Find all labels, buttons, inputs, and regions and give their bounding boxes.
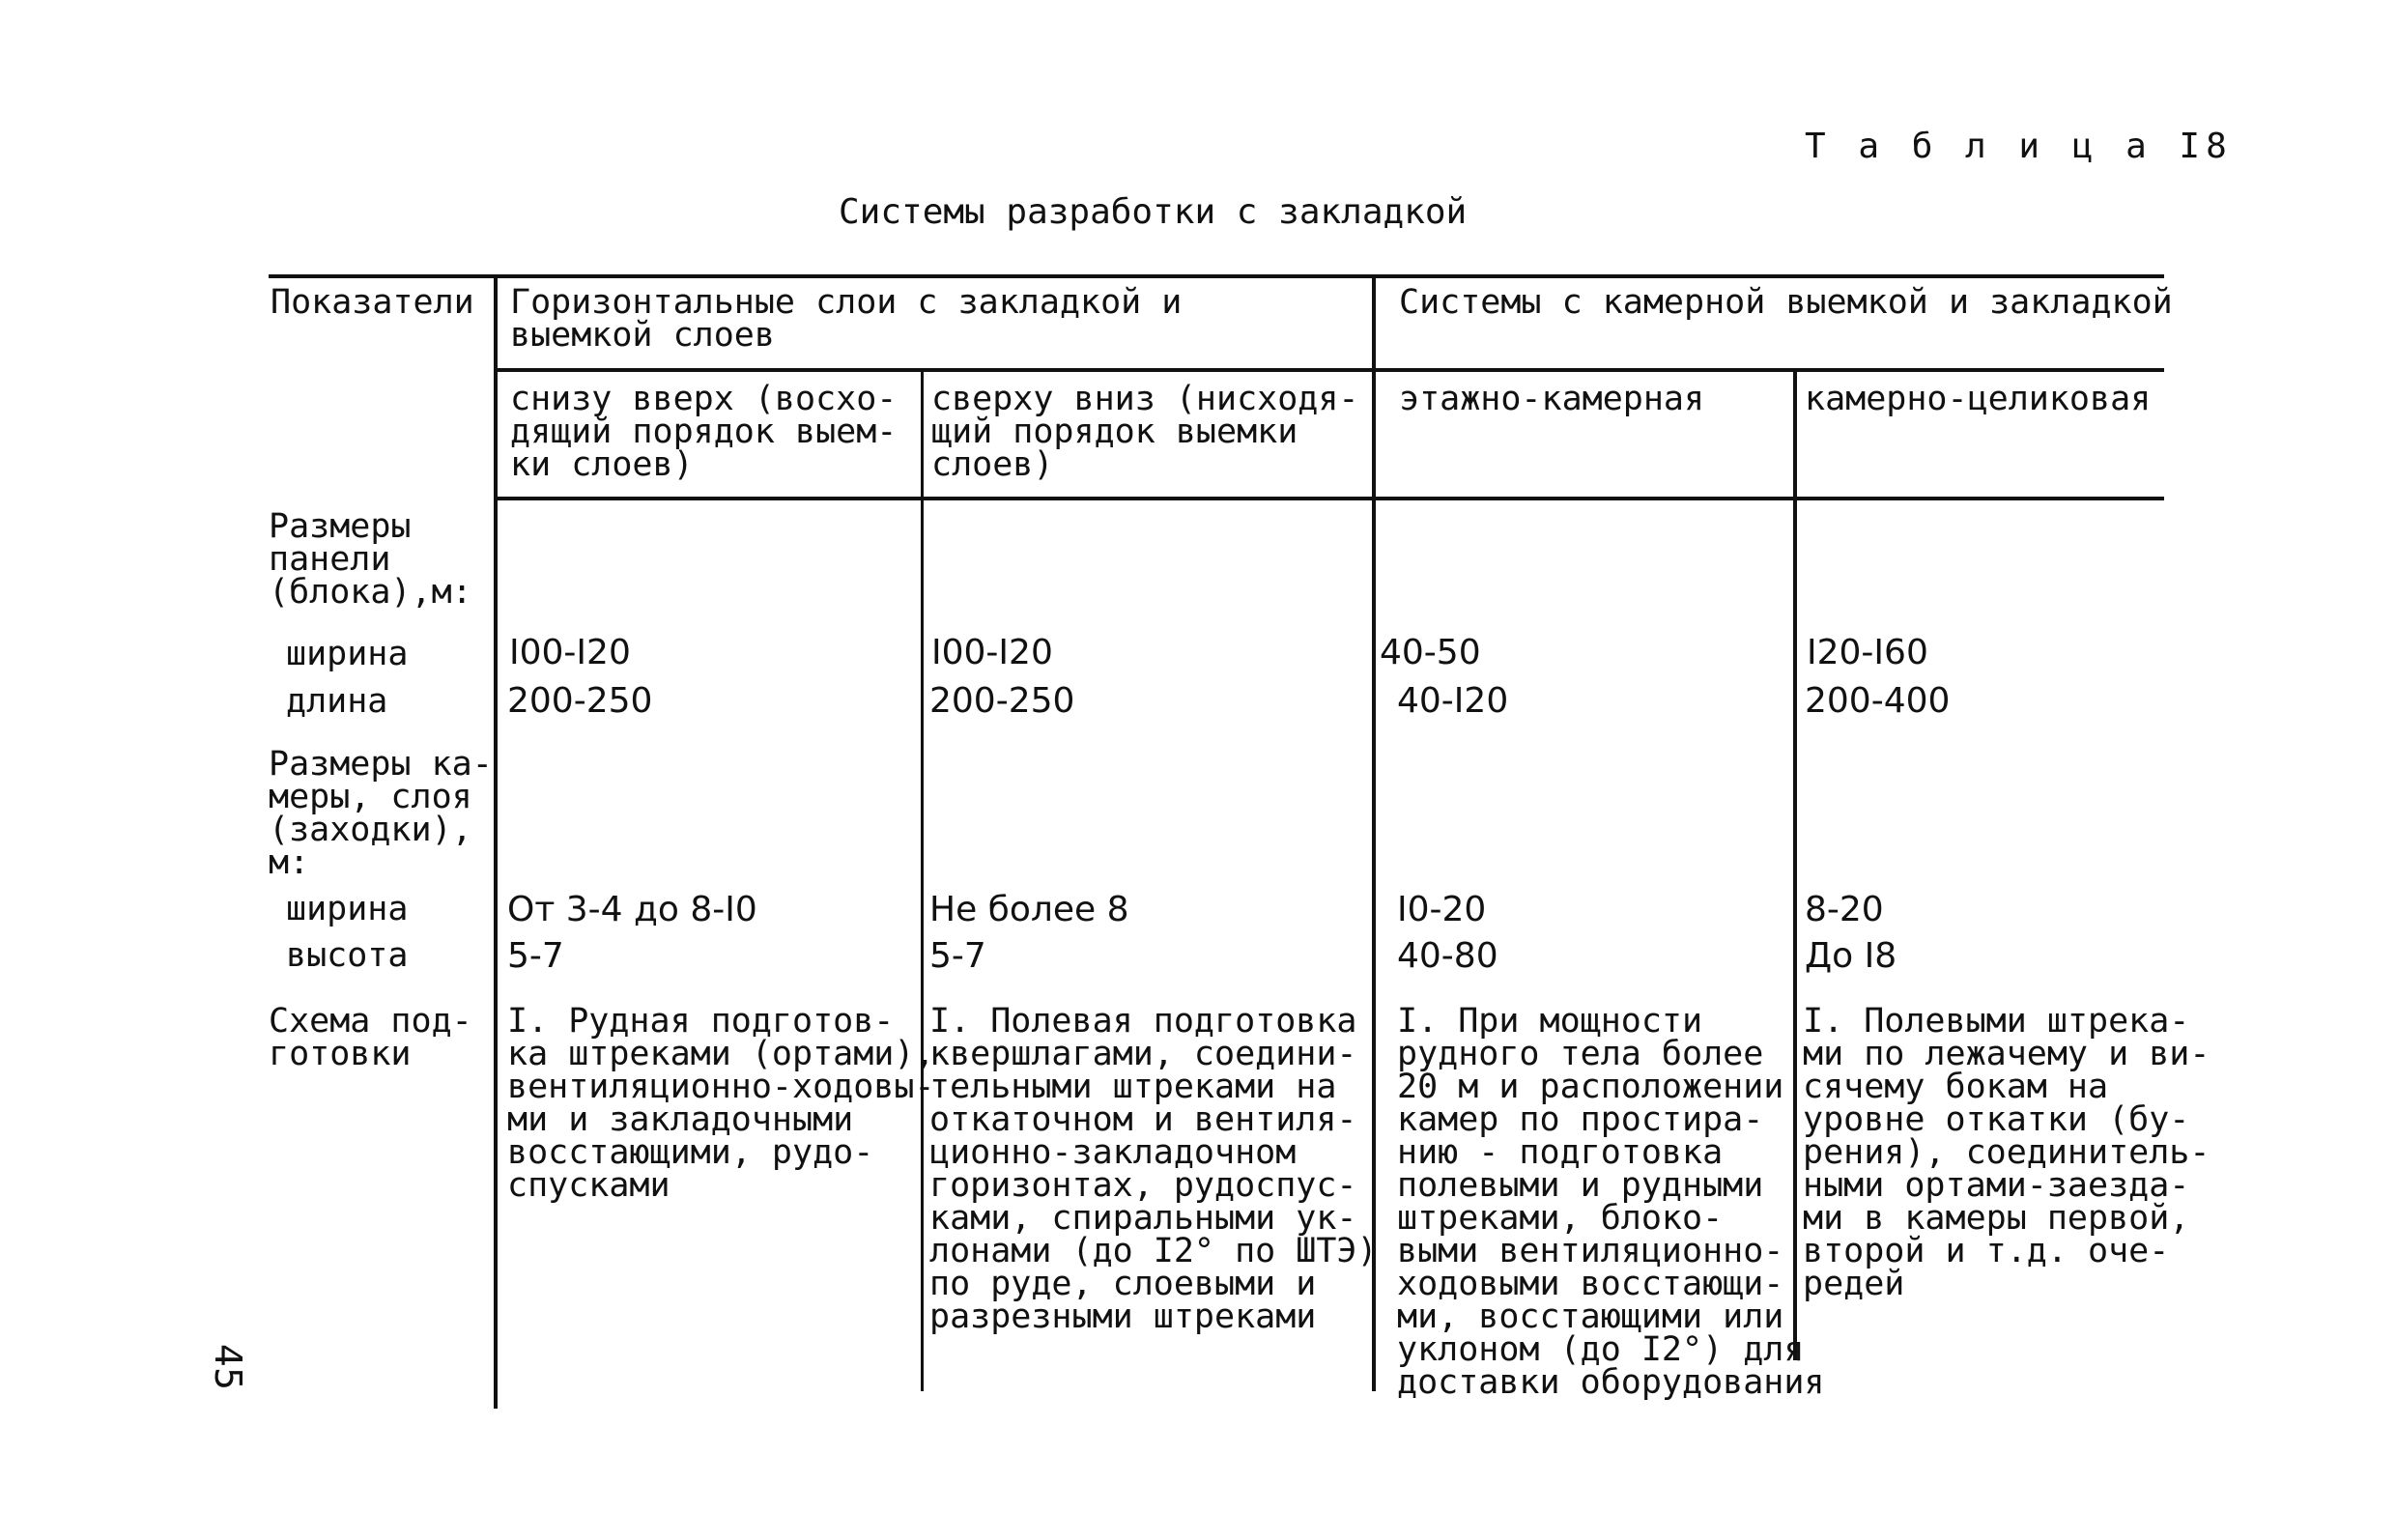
panel-width-col4: I20-I60 (1807, 633, 1928, 672)
header-horizontal-layers: Горизонтальные слои с закладкой и выемкой слоев (510, 283, 1183, 355)
header-col-level-chamber: этажно-камерная (1399, 380, 1705, 418)
panel-length-col4: 200-400 (1805, 681, 1951, 721)
chamber-height-col2: 5-7 (929, 936, 986, 976)
scheme-col1: I. Рудная подготов- ка штреками (ортами), вентиляционно-ходовы- ми и закладочными восстающими, рудо- спусками (507, 1002, 935, 1205)
rule-top (269, 274, 2164, 278)
chamber-height-col3: 40-80 (1397, 936, 1498, 976)
table-title: Системы разработки с закладкой (839, 192, 1468, 232)
row-chamber-height-label: высота (286, 936, 409, 975)
chamber-height-col1: 5-7 (507, 936, 564, 976)
chamber-width-col1: От 3-4 до 8-I0 (507, 890, 757, 929)
row-panel-length-label: длина (286, 682, 388, 721)
panel-length-col1: 200-250 (507, 681, 653, 721)
header-col-chamber-pillar: камерно-целиковая (1805, 380, 2152, 418)
page-number: 45 (207, 1343, 250, 1391)
row-scheme-label: Схема под- готовки (269, 1002, 472, 1073)
panel-width-col2: I00-I20 (931, 633, 1053, 672)
panel-length-col3: 40-I20 (1397, 681, 1509, 721)
header-indicators: Показатели (271, 283, 474, 322)
chamber-height-col4: До I8 (1805, 936, 1897, 976)
row-panel-width-label: ширина (286, 635, 409, 673)
rule-header-bottom (497, 497, 2164, 500)
row-chamber-size-label: Размеры ка- меры, слоя (заходки), м: (269, 745, 493, 882)
vline-2 (921, 370, 924, 1391)
rule-subheader (497, 368, 2164, 372)
table-label: Т а б л и ц а I8 (1805, 127, 2233, 166)
panel-width-col3: 40-50 (1380, 633, 1481, 672)
panel-width-col1: I00-I20 (509, 633, 631, 672)
scheme-col3: I. При мощности рудного тела более 20 м и расположении камер по простира- нию - подготовка полевыми и рудными штреками, блоко- выми вентиляционно- ходовыми восстающи- ми, восстающими или уклоном (до I2°) для доставки оборудования (1397, 1002, 1825, 1402)
row-panel-size-label: Размеры панели (блока),м: (269, 507, 472, 612)
scheme-col2: I. Полевая подготовка квершлагами, соедини- тельными штреками на откаточном и вентиля- ционно-закладочном горизонтах, рудоспус- ками, спиральными ук- лонами (до I2° по ШТЭ) по руде, слоевыми и разрезными штреками (929, 1002, 1378, 1336)
header-col-downward: сверху вниз (нисходя- щий порядок выемки слоев) (931, 380, 1359, 484)
chamber-width-col3: I0-20 (1397, 890, 1487, 929)
header-chamber-systems: Системы с камерной выемкой и закладкой (1399, 283, 2173, 322)
header-col-upward: снизу вверх (восхо- дящий порядок выем- ки слоев) (510, 380, 898, 484)
panel-length-col2: 200-250 (929, 681, 1075, 721)
row-chamber-width-label: ширина (286, 890, 409, 928)
scheme-col4: I. Полевыми штрека- ми по лежачему и ви- сячему бокам на уровне откатки (бу- рения), соединитель- ными ортами-заезда- ми в камеры первой, второй и т.д. оче- редей (1803, 1002, 2211, 1303)
vline-1 (494, 276, 498, 1409)
chamber-width-col4: 8-20 (1805, 890, 1884, 929)
chamber-width-col2: Не более 8 (929, 890, 1129, 929)
